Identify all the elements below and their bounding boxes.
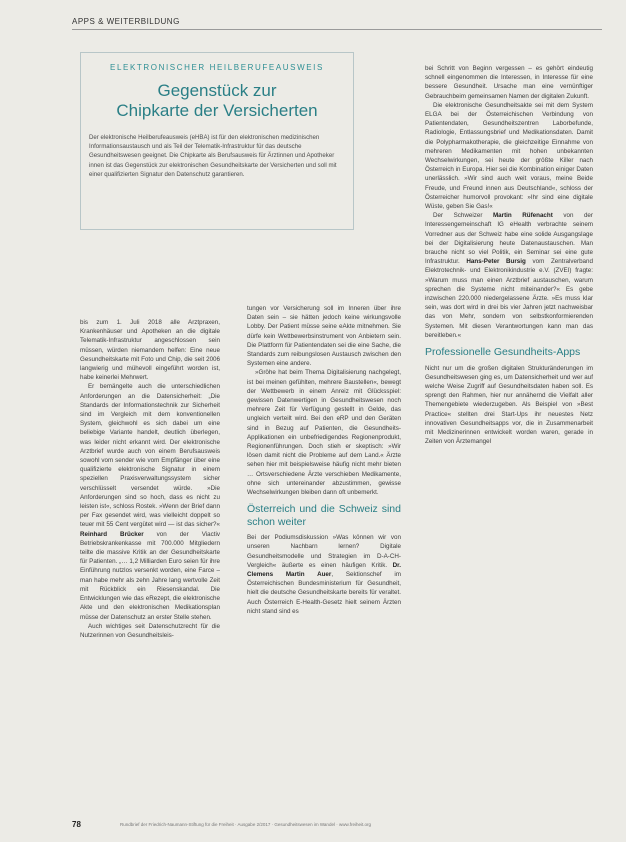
person-name: Hans-Peter Bursig xyxy=(466,258,526,266)
subheading-health-apps: Professionelle Gesundheits-Apps xyxy=(425,346,581,359)
column-3 xyxy=(425,64,593,446)
column-3-paragraph-2: Die elektronische Gesundheitsakte sei mit dem System ELGA bei der Österreichischen Verbindung von Patientendaten, Gesundheitszentren Laborbefunde, Radiologie, Entlassungsbrief und Medikationsdaten. Damit die Polypharmakotherapie, die gleichzeitige Einnahme von mehreren Medikamenten mit hohen unbekannten Wechselwirkungen, sei heute der größte Killer nach Österreich in Europa. Hier sei die Kombination einiger Daten unerlässlich. »Wir sind auch weit voraus, meine Beide Freude, und Freund innen aus Deutschland«, schloss der Österreicher humorvoll provokant: »Ihr sind eine digitale Wüste, geben Sie Gas!« xyxy=(425,101,593,211)
headline-line-1: Gegenstück zur xyxy=(157,81,277,100)
callout-text: Der elektronische Heilberufeausweis (eHBA) ist für den elektronischen medizinischen Informationsaustausch und als Teil der Telematik-Infrastruktur für das deutsche Gesundheitswesen geeignet. Die Chipkarte als Berufsausweis für Ärztinnen und Apotheker innen ist das Gegenstück zur elektronischen Gesundheitskarte der Versicherten und soll mit einer qualifizierten Signatur den Datenschutz garantieren. xyxy=(89,134,337,178)
column-1-paragraph-2: Er bemängelte auch die unterschiedlichen Anforderungen an die Datensicherheit: „Die Standards der Informationstechnik zur Sicherheit sind im Vergleich mit dem konventionellen System, gleichwohl es sich dabei um eine beliebige Variante handelt, deutlich überlegen, was leider nicht erkannt wird. Der elektronische Arztbrief wurde auch von einem Berufsausweis sowohl vom sender wie vom Empfänger über eine qualifizierte elektronische Signatur in einem speziellen Praxisverwaltungssystem sicher verschlüsselt versendet würde. »Die Anforderungen sind so hoch, dass es nicht zu leisten ist«, schloss Rostek. »Wenn der Brief dann per Fax gesendet wird, was vielleicht doppelt so teuer mit 55 Cent vergütet wird — ist das sicher?« Reinhard Brücker von der Viactiv Betriebskrankenkasse mit 700.000 Mitgliedern teilte die massive Kritik an der Gesundheitskarte für Patienten. „… 1,2 Milliarden Euro seien für ihre Einführung nutzlos versenkt worden, eine Farce – man habe mehr als zehn Jahre lang wertvolle Zeit mit Rückblick ein Riesenskandal. Die Entwicklungen wie das eRezept, die elektronische Akte und den elektronischen Medikationsplan müsse der Datenschutz an erster Stelle stehen. xyxy=(80,383,220,621)
column-1-paragraph-3: Auch wichtiges seit Datenschutzrecht für die Nutzerinnen von Gesundheitsleis- xyxy=(80,622,220,639)
running-header: APPS & WEITERBILDUNG xyxy=(72,17,180,26)
column-3-paragraph-4: Nicht nur um die großen digitalen Strukturänderungen im Gesundheitswesen ging es, um Datensicherheit und wer auf welche Weise Zugriff auf Gesundheitsdaten haben soll. Es sprengt den Rahmen, hier nur annähernd die Vielfalt aller Themengebiete wiederzugeben. Als Beispiel von »Best Practice« stellten drei Start-Ups ihr neuestes Netz innovativen Gesundheitsapps vor, die in Zusammenarbeit mit Medizinerinnen entwickelt worden waren, gerade in Zeiten von Ärztemangel xyxy=(425,364,593,446)
headline-line-2: Chipkarte der Versicherten xyxy=(116,101,318,120)
page-number: 78 xyxy=(72,820,81,829)
callout-box xyxy=(80,52,354,230)
subheading-austria-switzerland: Österreich und die Schweiz sind schon weiter xyxy=(247,503,401,528)
column-2 xyxy=(247,304,401,616)
callout-headline xyxy=(81,81,353,121)
callout-kicker: ELEKTRONISCHER HEILBERUFEAUSWEIS xyxy=(110,63,324,72)
column-2-paragraph-3: Bei der Podiumsdiskussion »Was können wir von unseren Nachbarn lernen? Digitale Gesundheitsmodelle und Strategien im D-A-CH-Vergleich« äußerte es einen häufigen Kritik. Dr. Clemens Martin Auer, Sektionschef im Österreichischen Bundesministerium für Gesundheit, hielt die deutsche Gesundheitskarte bereits für veraltet. Auch Österreich E-Health-Gesetz hielt seinem Ärzten nicht stand sind es xyxy=(247,534,401,615)
column-3-paragraph-3: Der Schweizer Martin Rüfenacht von der Interessengemeinschaft IG eHealth verbrachte seinem Vorredner aus der Schweiz habe eine solide Ausgangslage bei der Digitalisierung heute Datenaustauschen. Man brauche nicht so viel Politik, ein Seminar sei eine gute Infrastruktur. Hans-Peter Bursig vom Zentralverband Elektrotechnik- und Elektronikindustrie e.V. (ZVEI) fragte: »Warum muss man einen Arztbrief austauschen, warum sprechen die Systeme nicht miteinander?« Es gebe inzwischen 220.000 niedergelassene Ärzte. »Es muss klar sein, was dort wird in drei bis vier Jahren jetzt nachweisbar das von Mehr, sondern von selbstkonformierenden Systemen. Mit diesen Verantwortungen kann man das bereitleben.« xyxy=(425,212,593,339)
column-1-paragraph-1: bis zum 1. Juli 2018 alle Arztpraxen, Krankenhäuser und Apotheken an die digitale Telematik-Infrastruktur angeschlossen sein müssen, würden niemandem helfen: Eine neue Gesundheitskarte mit Foto und Chip, die seit 2006 langwierig und mühevoll eingeführt worden ist, habe keinerlei Mehrwert. xyxy=(80,319,220,382)
column-2-paragraph-1: tungen vor Versicherung soll im Inneren über ihre Daten sein – sie hätten jedoch keine wirkungsvolle Lobby. Der Patient müsse seine eAkte mitnehmen. Sie dürfe kein Wettbewerbsinstrument von Anbietern sein. Die Plattform für Patientendaten sei die eine Sache, die Standards zum reibungslosen Austausch zwischen den Systemen eine andere. xyxy=(247,305,401,368)
person-name: Martin Rüfenacht xyxy=(492,212,553,220)
person-name: Reinhard Brücker xyxy=(80,530,144,538)
footer-line: Rundbrief der Friedrich-Naumann-Stiftung für die Freiheit · Ausgabe 2/2017 · Gesundheitswesen im Wandel · www.freiheit.org xyxy=(120,822,371,827)
column-1 xyxy=(80,318,220,640)
column-3-paragraph-1: bei Schritt von Beginn vergessen – es gehört eindeutig schnell eingenommen die Interessen, in Interesse für eine bessere Gesundheit. Ursache man eine vernünftiger Gebrauchbeim gemeinsamen Namen der digitalen Zukunft. xyxy=(425,65,593,100)
person-name: Dr. Clemens Martin Auer xyxy=(247,561,401,579)
header-rule xyxy=(72,29,602,30)
column-2-paragraph-2: »Gröhe hat beim Thema Digitalisierung nachgelegt, ist bei meinen gefühlten, mehrere Baustellen«, bewegt der Wettbewerb in einem Anreiz mit Glücksspiel: gewissen Datenwertigen in Gesundheitswesen noch mehrere Zeit für Verfügung gestellt in Gelde, das ungleich verteilt wird. Bei den eRP und den Geräten sind in Bezug auf Patienten, die Gesundheits-Applikationen ein unbefriedigendes Regionenprodukt, Regionenführungen. Doch stieh er skeptisch: »Wir lösen damit nicht die Probleme auf dem Land.« Ärzte sehen hier mit beispielsweise häufig nicht mehr bieten … Ortsverschiedene Ärzte verschieben Medikamente, ohne sich untereinander abzustimmen, gewisse Wechselwirkungen bleiben dann oft unbemerkt. xyxy=(247,369,401,497)
